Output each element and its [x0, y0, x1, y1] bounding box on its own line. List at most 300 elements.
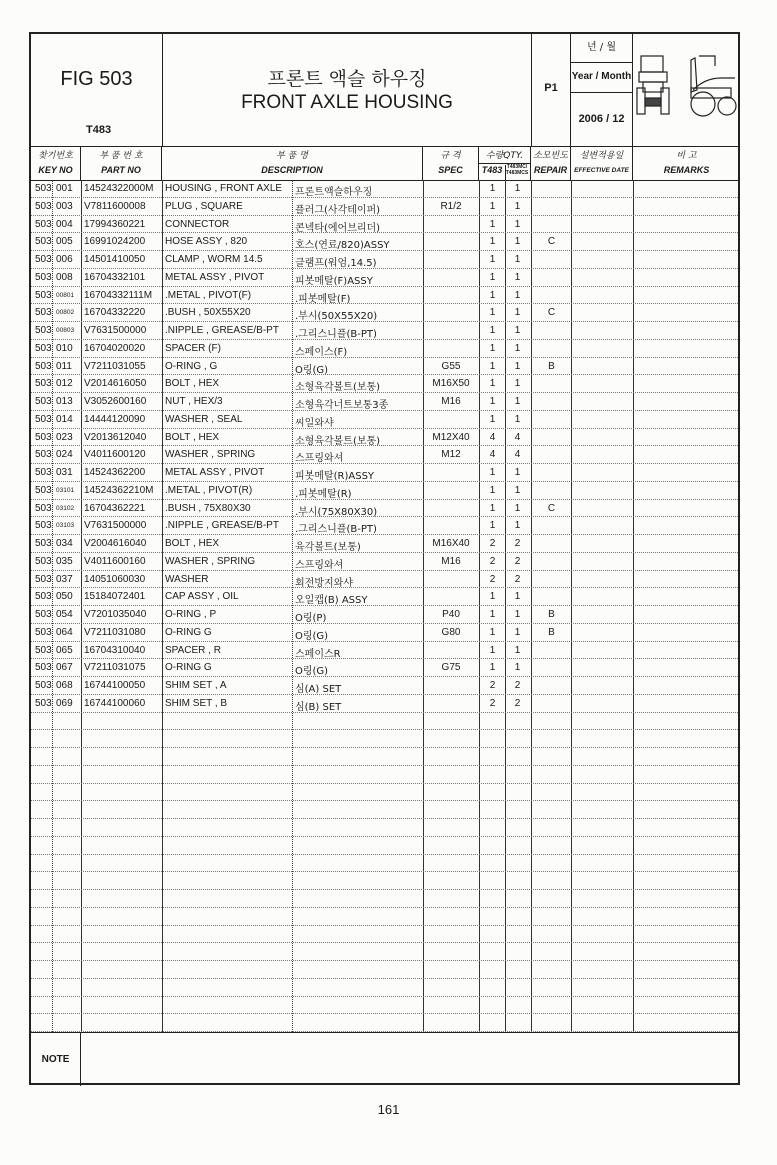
key-suffix: 010	[56, 342, 73, 354]
description-kr: 프론트액슬하우징	[295, 187, 373, 198]
year-month-english: Year / Month	[571, 62, 632, 93]
qty-t483: 2	[489, 538, 496, 549]
qty-t483mc: 2	[514, 573, 521, 585]
col-repair-kr: 소모빈도	[533, 151, 568, 161]
description-kr: 심(A) SET	[295, 684, 342, 695]
qty-t483: 1	[489, 289, 496, 301]
key-prefix: 503	[35, 538, 52, 549]
table-row	[31, 429, 738, 447]
col-remarks	[633, 146, 740, 180]
col-spec-en: SPEC	[438, 165, 463, 175]
table-row	[31, 358, 738, 376]
key-prefix: 503	[35, 680, 52, 691]
description-kr: 클램프(워엄,14.5)	[295, 258, 377, 269]
table-row	[31, 908, 738, 926]
table-row	[31, 198, 738, 216]
description-kr: 회전방지와샤	[295, 577, 353, 589]
qty-t483mc: 1	[514, 591, 521, 603]
description-kr: .부시(75X80X30)	[295, 506, 378, 518]
description-en: WASHER	[165, 573, 209, 585]
description-kr: .피봇메탈(F)	[295, 293, 351, 305]
title-korean: 프론트 액슬 하우징	[267, 68, 427, 90]
spec: M16X40	[432, 538, 470, 549]
key-suffix: 006	[56, 254, 73, 265]
description-kr: 스페이스(F)	[295, 346, 348, 358]
part-number: V7211031075	[84, 662, 146, 674]
col-part-en: PART NO	[101, 165, 141, 175]
key-suffix: 013	[56, 396, 73, 407]
table-row	[31, 571, 738, 589]
table-row	[31, 375, 738, 393]
col-key-kr: 찾기번호	[38, 151, 73, 161]
description-en: CONNECTOR	[165, 218, 230, 230]
tractor-cell	[633, 34, 740, 146]
header	[31, 34, 738, 147]
col-effective-en: EFFECTIVE DATE	[574, 167, 629, 174]
description-kr: O링(G)	[295, 666, 329, 678]
description-kr: 스프링와셔	[295, 559, 344, 571]
key-suffix: 014	[56, 413, 73, 425]
part-number: 14051060030	[84, 573, 146, 585]
key-prefix: 503	[35, 449, 52, 461]
key-suffix: 011	[56, 360, 72, 372]
description-kr: .그리스니플(B-PT)	[295, 524, 377, 536]
key-suffix: 001	[56, 183, 73, 194]
key-suffix: 065	[56, 644, 73, 656]
qty-t483: 1	[489, 325, 496, 336]
key-prefix: 503	[35, 342, 52, 354]
col-key	[31, 146, 81, 180]
qty-t483mc: 1	[514, 289, 521, 301]
key-prefix: 503	[35, 502, 52, 514]
key-prefix: 503	[35, 325, 52, 336]
col-qty-kr: 수량QTY.	[479, 148, 530, 164]
qty-t483: 1	[489, 254, 496, 265]
part-number: V3052600160	[84, 396, 147, 407]
table-row	[31, 251, 738, 269]
part-number: 16704332101	[84, 271, 146, 283]
qty-t483mc: 1	[514, 467, 521, 478]
key-prefix: 503	[35, 431, 52, 443]
qty-t483: 1	[489, 520, 496, 532]
qty-t483mc: 1	[514, 342, 521, 354]
title-cell	[163, 34, 532, 146]
description-en: SPACER , R	[165, 644, 221, 656]
col-remarks-kr: 비 고	[676, 151, 697, 161]
key-suffix: 068	[56, 680, 73, 691]
description-en: HOSE ASSY , 820	[165, 236, 248, 248]
description-en: BOLT , HEX	[165, 378, 220, 390]
parts-table-body	[31, 180, 738, 1032]
table-row	[31, 269, 738, 287]
description-kr: 스페이스R	[295, 648, 341, 660]
qty-t483: 1	[489, 236, 496, 248]
part-number: 14524322000M	[84, 183, 154, 194]
table-row	[31, 695, 738, 713]
part-number: V2013612040	[84, 431, 147, 443]
key-suffix: 031	[56, 467, 73, 478]
qty-t483mc: 1	[514, 609, 521, 620]
description-en: .METAL , PIVOT(R)	[165, 484, 253, 496]
key-suffix: 024	[56, 449, 73, 461]
table-row	[31, 606, 738, 624]
description-kr: 오일캡(B) ASSY	[295, 595, 368, 607]
description-kr: 소형육각너트보통3종	[295, 400, 389, 411]
note-label: NOTE	[31, 1033, 81, 1086]
qty-t483mc: 4	[514, 449, 521, 461]
key-suffix: 00802	[56, 309, 75, 317]
key-suffix: 00803	[56, 327, 75, 334]
key-suffix: 067	[56, 662, 73, 674]
qty-t483mc: 1	[514, 520, 521, 532]
qty-t483: 2	[489, 555, 496, 567]
description-en: .NIPPLE , GREASE/B-PT	[165, 520, 279, 532]
part-number: V4011600160	[84, 555, 146, 567]
qty-t483mc: 1	[514, 662, 521, 674]
description-en: O-RING G	[165, 626, 212, 638]
description-en: SPACER (F)	[165, 342, 221, 354]
description-kr: 피봇메탈(R)ASSY	[295, 471, 375, 482]
table-row	[31, 464, 738, 482]
key-prefix: 503	[35, 644, 52, 656]
qty-t483mc: 1	[514, 218, 521, 230]
key-suffix: 03101	[56, 486, 75, 494]
key-suffix: 008	[56, 271, 73, 283]
key-prefix: 503	[35, 396, 52, 407]
description-kr: 호스(연료/820)ASSY	[295, 240, 390, 252]
table-row	[31, 446, 738, 464]
table-row	[31, 393, 738, 411]
key-prefix: 503	[35, 484, 52, 496]
part-number: 16704332220	[84, 307, 146, 319]
table-row	[31, 624, 738, 642]
key-suffix: 034	[56, 538, 73, 549]
key-prefix: 503	[35, 591, 52, 603]
description-kr: 스프링와셔	[295, 453, 344, 465]
description-en: HOUSING , FRONT AXLE	[165, 183, 283, 194]
description-kr: 콘넥타(에어브리더)	[295, 222, 381, 234]
part-number: 14524362210M	[84, 484, 154, 496]
qty-t483: 2	[489, 573, 496, 585]
table-row	[31, 411, 738, 429]
spec: M12	[441, 449, 461, 461]
qty-t483mc: 1	[514, 626, 521, 638]
fig-number: FIG 503	[60, 68, 133, 90]
spec: G80	[441, 626, 461, 638]
qty-t483: 1	[489, 342, 496, 354]
model-label: T483	[86, 124, 112, 136]
qty-t483mc: 1	[514, 360, 521, 372]
spec: R1/2	[440, 200, 462, 212]
part-number: V2014616050	[84, 378, 147, 390]
table-row	[31, 677, 738, 695]
spec: M12X40	[432, 431, 470, 443]
description-en: .METAL , PIVOT(F)	[165, 289, 252, 301]
repair-code: C	[547, 236, 556, 248]
qty-t483: 1	[489, 467, 496, 478]
key-suffix: 03103	[56, 522, 75, 530]
qty-t483mc: 1	[514, 396, 521, 407]
key-prefix: 503	[35, 236, 52, 248]
qty-t483: 1	[489, 484, 496, 496]
qty-t483mc: 1	[514, 413, 521, 425]
key-suffix: 005	[56, 236, 73, 248]
description-kr: 소형육각볼트(보통)	[295, 382, 381, 394]
qty-t483mc: 1	[514, 254, 521, 265]
description-en: .BUSH , 75X80X30	[165, 502, 251, 514]
qty-t483: 1	[489, 502, 496, 514]
qty-t483mc: 2	[514, 555, 521, 567]
col-qty-t483mc: T483MC/ T483MCS	[505, 164, 529, 176]
col-desc	[162, 146, 423, 180]
repair-code: C	[547, 502, 556, 514]
table-row	[31, 766, 738, 784]
description-kr: 소형육각볼트(보통)	[295, 435, 381, 447]
qty-t483mc: 1	[514, 644, 521, 656]
qty-t483mc: 1	[514, 307, 521, 319]
description-en: .NIPPLE , GREASE/B-PT	[165, 325, 279, 336]
key-prefix: 503	[35, 254, 52, 265]
page-number: 161	[377, 1102, 400, 1117]
part-number: 14501410050	[84, 254, 146, 265]
qty-t483mc: 4	[514, 431, 521, 443]
table-row	[31, 890, 738, 908]
spec: G75	[441, 662, 461, 674]
part-number: 14444120090	[84, 413, 146, 425]
col-part-kr: 부 품 번 호	[99, 151, 143, 161]
table-row	[31, 943, 738, 961]
spec: M16	[441, 396, 461, 407]
table-row	[31, 340, 738, 358]
key-suffix: 003	[56, 200, 73, 212]
key-prefix: 503	[35, 271, 52, 283]
description-en: O-RING G	[165, 662, 212, 674]
description-en: NUT , HEX/3	[165, 396, 223, 407]
part-number: 14524362200	[84, 467, 146, 478]
qty-t483: 1	[489, 360, 496, 372]
title-english: FRONT AXLE HOUSING	[241, 92, 453, 113]
table-row	[31, 304, 738, 322]
description-en: METAL ASSY , PIVOT	[165, 271, 265, 283]
description-en: WASHER , SPRING	[165, 449, 256, 461]
key-suffix: 00801	[56, 291, 75, 299]
description-en: BOLT , HEX	[165, 431, 220, 443]
table-row	[31, 748, 738, 766]
repair-code: B	[548, 360, 555, 372]
key-prefix: 503	[35, 413, 52, 425]
key-suffix: 004	[56, 218, 73, 230]
key-prefix: 503	[35, 200, 52, 212]
col-effective	[571, 146, 633, 180]
table-row	[31, 482, 738, 500]
key-prefix: 503	[35, 378, 52, 390]
qty-t483: 1	[489, 396, 496, 407]
col-part	[81, 146, 162, 180]
table-row	[31, 535, 738, 553]
qty-t483mc: 1	[514, 484, 521, 496]
description-en: WASHER , SEAL	[165, 413, 243, 425]
key-prefix: 503	[35, 218, 52, 230]
table-row	[31, 997, 738, 1015]
repair-code: B	[548, 609, 555, 620]
col-spec	[423, 146, 479, 180]
page-label: P1	[544, 82, 558, 94]
key-prefix: 503	[35, 183, 52, 194]
key-prefix: 503	[35, 555, 52, 567]
table-row	[31, 500, 738, 518]
year-month-value: 2006 / 12	[578, 113, 625, 125]
qty-t483mc: 1	[514, 271, 521, 283]
qty-t483: 2	[489, 680, 496, 691]
key-suffix: 037	[56, 573, 73, 585]
col-remarks-en: REMARKS	[663, 165, 710, 175]
qty-t483: 4	[489, 431, 496, 443]
part-number: 15184072401	[84, 591, 146, 603]
table-row	[31, 979, 738, 997]
qty-t483mc: 2	[514, 697, 521, 709]
table-row	[31, 784, 738, 802]
spec: M16X50	[432, 378, 470, 390]
key-prefix: 503	[35, 360, 52, 372]
key-suffix: 023	[56, 431, 73, 443]
qty-t483mc: 2	[514, 538, 521, 549]
table-row	[31, 837, 738, 855]
qty-t483: 1	[489, 200, 496, 212]
description-en: .BUSH , 50X55X20	[165, 307, 251, 319]
part-number: 16704310040	[84, 644, 146, 656]
repair-code: B	[548, 626, 555, 638]
key-prefix: 503	[35, 520, 52, 532]
col-key-en: KEY NO	[38, 165, 73, 175]
key-prefix: 503	[35, 662, 52, 674]
part-number: 16704332111M	[84, 289, 153, 301]
column-header-row	[31, 146, 738, 181]
qty-t483mc: 2	[514, 680, 521, 691]
qty-t483: 1	[489, 609, 496, 620]
table-row	[31, 233, 738, 251]
key-prefix: 503	[35, 307, 52, 319]
qty-t483mc: 1	[514, 325, 521, 336]
key-suffix: 054	[56, 609, 73, 620]
key-prefix: 503	[35, 697, 52, 709]
part-number: V7211031055	[84, 360, 146, 372]
table-row	[31, 1014, 738, 1032]
qty-t483: 1	[489, 271, 496, 283]
qty-t483mc: 1	[514, 236, 521, 248]
part-number: V7631500000	[84, 520, 147, 532]
part-number: V7631500000	[84, 325, 147, 336]
part-number: 16704020020	[84, 342, 146, 354]
qty-t483: 1	[489, 378, 496, 390]
description-en: CAP ASSY , OIL	[165, 591, 239, 603]
qty-t483mc: 1	[514, 378, 521, 390]
qty-t483: 1	[489, 644, 496, 656]
qty-t483mc: 1	[514, 183, 521, 194]
part-number: V7811600008	[84, 200, 146, 212]
spec: M16	[441, 555, 461, 567]
part-number: V7211031080	[84, 626, 146, 638]
col-effective-kr: 설변적용일	[579, 151, 624, 161]
col-repair	[531, 146, 571, 180]
description-kr: .피봇메탈(R)	[295, 488, 352, 500]
description-en: SHIM SET , A	[165, 680, 227, 691]
part-number: V4011600120	[84, 449, 146, 461]
part-number: 16744100060	[84, 697, 146, 709]
table-row	[31, 180, 738, 198]
table-row	[31, 553, 738, 571]
key-prefix: 503	[35, 573, 52, 585]
description-kr: 플러그(사각테이퍼)	[295, 204, 381, 216]
qty-t483: 1	[489, 591, 496, 603]
description-kr: O링(G)	[295, 630, 329, 642]
description-kr: .부시(50X55X20)	[295, 311, 378, 323]
part-number: 17994360221	[84, 218, 146, 230]
description-kr: .그리스니플(B-PT)	[295, 329, 377, 340]
key-suffix: 012	[56, 378, 73, 390]
tractor-icon	[635, 48, 738, 128]
table-row	[31, 926, 738, 944]
fig-cell	[31, 34, 163, 146]
description-en: WASHER , SPRING	[165, 555, 256, 567]
table-row	[31, 961, 738, 979]
table-row	[31, 872, 738, 890]
key-suffix: 035	[56, 555, 73, 567]
qty-t483: 4	[489, 449, 496, 461]
part-number: 16991024200	[84, 236, 146, 248]
table-row	[31, 819, 738, 837]
table-row	[31, 713, 738, 731]
col-repair-en: REPAIR	[533, 165, 568, 175]
key-prefix: 503	[35, 289, 52, 301]
key-suffix: 064	[56, 626, 73, 638]
table-row	[31, 216, 738, 234]
description-kr: 피봇메탈(F)ASSY	[295, 275, 373, 287]
key-prefix: 503	[35, 609, 52, 620]
qty-t483: 1	[489, 183, 496, 194]
description-kr: O링(G)	[295, 364, 329, 376]
table-row	[31, 287, 738, 305]
table-row	[31, 588, 738, 606]
description-en: CLAMP , WORM 14.5	[165, 254, 263, 265]
qty-t483: 1	[489, 626, 496, 638]
table-row	[31, 730, 738, 748]
col-spec-kr: 규 격	[440, 151, 461, 161]
description-en: BOLT , HEX	[165, 538, 220, 549]
qty-t483: 1	[489, 662, 496, 674]
spec: P40	[442, 609, 460, 620]
table-row	[31, 642, 738, 660]
col-desc-en: DESCRIPTION	[261, 165, 323, 175]
description-en: METAL ASSY , PIVOT	[165, 467, 265, 478]
description-kr: 심(B) SET	[295, 701, 342, 713]
description-en: O-RING , P	[165, 609, 217, 620]
year-month-korean: 년 / 월	[571, 34, 632, 63]
key-suffix: 050	[56, 591, 73, 603]
part-number: 16744100050	[84, 680, 146, 691]
note-area	[31, 1032, 738, 1086]
col-desc-kr: 부 품 명	[276, 151, 308, 161]
description-kr: O링(P)	[295, 613, 327, 624]
qty-t483mc: 1	[514, 502, 521, 514]
description-kr: 씨일와샤	[295, 417, 334, 429]
qty-t483: 2	[489, 697, 496, 709]
description-en: O-RING , G	[165, 360, 218, 372]
table-row	[31, 322, 738, 340]
key-prefix: 503	[35, 467, 52, 478]
part-number: 16704362221	[84, 502, 146, 514]
part-number: V2004616040	[84, 538, 147, 549]
col-qty-t483: T483	[479, 165, 506, 180]
